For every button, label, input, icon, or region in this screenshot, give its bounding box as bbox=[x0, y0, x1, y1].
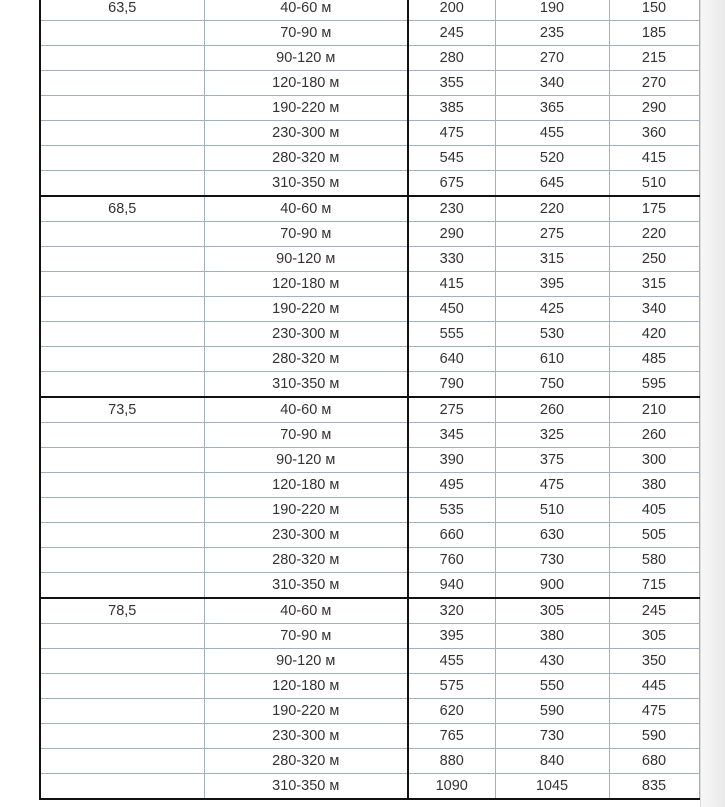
empty-cell bbox=[40, 548, 204, 573]
price-cell-1: 640 bbox=[408, 347, 495, 372]
empty-cell bbox=[40, 171, 204, 197]
price-cell-1: 385 bbox=[408, 96, 495, 121]
empty-cell bbox=[40, 774, 204, 800]
empty-cell bbox=[40, 624, 204, 649]
table-row bbox=[40, 372, 699, 398]
price-cell-1: 200 bbox=[408, 0, 495, 21]
empty-cell bbox=[40, 272, 204, 297]
table-row bbox=[40, 448, 699, 473]
price-cell-2: 235 bbox=[495, 21, 609, 46]
empty-cell bbox=[40, 21, 204, 46]
table-row bbox=[40, 222, 699, 247]
empty-cell bbox=[40, 674, 204, 699]
price-cell-3: 175 bbox=[609, 196, 699, 222]
price-cell-2: 550 bbox=[495, 674, 609, 699]
price-cell-3: 595 bbox=[609, 372, 699, 398]
empty-cell bbox=[40, 473, 204, 498]
price-cell-3: 590 bbox=[609, 724, 699, 749]
price-cell-3: 185 bbox=[609, 21, 699, 46]
price-cell-3: 220 bbox=[609, 222, 699, 247]
depth-range-cell: 120-180 м bbox=[204, 71, 408, 96]
depth-range-cell: 280-320 м bbox=[204, 146, 408, 171]
diameter-cell: 73,5 bbox=[40, 397, 204, 423]
depth-range-cell: 230-300 м bbox=[204, 322, 408, 347]
price-cell-2: 510 bbox=[495, 498, 609, 523]
table-row bbox=[40, 573, 699, 599]
table-row bbox=[40, 146, 699, 171]
table-row bbox=[40, 247, 699, 272]
depth-range-cell: 310-350 м bbox=[204, 774, 408, 800]
table-row bbox=[40, 423, 699, 448]
price-cell-1: 230 bbox=[408, 196, 495, 222]
price-cell-2: 260 bbox=[495, 397, 609, 423]
depth-range-cell: 40-60 м bbox=[204, 397, 408, 423]
price-cell-3: 380 bbox=[609, 473, 699, 498]
price-cell-2: 340 bbox=[495, 71, 609, 96]
price-cell-3: 505 bbox=[609, 523, 699, 548]
price-cell-1: 415 bbox=[408, 272, 495, 297]
price-cell-1: 495 bbox=[408, 473, 495, 498]
depth-range-cell: 40-60 м bbox=[204, 196, 408, 222]
price-cell-1: 555 bbox=[408, 322, 495, 347]
price-cell-3: 360 bbox=[609, 121, 699, 146]
price-cell-2: 430 bbox=[495, 649, 609, 674]
depth-range-cell: 190-220 м bbox=[204, 699, 408, 724]
price-table bbox=[39, 0, 700, 800]
empty-cell bbox=[40, 423, 204, 448]
price-cell-2: 520 bbox=[495, 146, 609, 171]
price-cell-1: 395 bbox=[408, 624, 495, 649]
depth-range-cell: 90-120 м bbox=[204, 46, 408, 71]
price-cell-3: 270 bbox=[609, 71, 699, 96]
price-cell-2: 630 bbox=[495, 523, 609, 548]
table-row bbox=[40, 46, 699, 71]
price-cell-1: 880 bbox=[408, 749, 495, 774]
price-cell-1: 320 bbox=[408, 598, 495, 624]
price-cell-3: 475 bbox=[609, 699, 699, 724]
depth-range-cell: 90-120 м bbox=[204, 247, 408, 272]
price-cell-2: 475 bbox=[495, 473, 609, 498]
depth-range-cell: 70-90 м bbox=[204, 21, 408, 46]
price-cell-3: 680 bbox=[609, 749, 699, 774]
price-cell-1: 290 bbox=[408, 222, 495, 247]
table-row bbox=[40, 473, 699, 498]
table-row bbox=[40, 749, 699, 774]
table-group bbox=[40, 598, 699, 799]
price-cell-3: 315 bbox=[609, 272, 699, 297]
price-cell-1: 280 bbox=[408, 46, 495, 71]
price-cell-1: 545 bbox=[408, 146, 495, 171]
price-cell-1: 620 bbox=[408, 699, 495, 724]
price-cell-1: 390 bbox=[408, 448, 495, 473]
table-group bbox=[40, 0, 699, 196]
depth-range-cell: 120-180 м bbox=[204, 473, 408, 498]
empty-cell bbox=[40, 347, 204, 372]
price-cell-1: 450 bbox=[408, 297, 495, 322]
table-row bbox=[40, 71, 699, 96]
table-row bbox=[40, 624, 699, 649]
price-cell-2: 590 bbox=[495, 699, 609, 724]
empty-cell bbox=[40, 372, 204, 398]
price-cell-3: 445 bbox=[609, 674, 699, 699]
table-row bbox=[40, 498, 699, 523]
empty-cell bbox=[40, 699, 204, 724]
price-cell-2: 530 bbox=[495, 322, 609, 347]
empty-cell bbox=[40, 523, 204, 548]
price-cell-1: 455 bbox=[408, 649, 495, 674]
price-cell-3: 305 bbox=[609, 624, 699, 649]
price-cell-2: 305 bbox=[495, 598, 609, 624]
table-row bbox=[40, 397, 699, 423]
price-cell-2: 840 bbox=[495, 749, 609, 774]
table-row bbox=[40, 96, 699, 121]
depth-range-cell: 280-320 м bbox=[204, 347, 408, 372]
price-cell-1: 475 bbox=[408, 121, 495, 146]
price-cell-1: 660 bbox=[408, 523, 495, 548]
price-cell-3: 245 bbox=[609, 598, 699, 624]
price-cell-1: 575 bbox=[408, 674, 495, 699]
empty-cell bbox=[40, 121, 204, 146]
table-row bbox=[40, 0, 699, 21]
price-cell-1: 940 bbox=[408, 573, 495, 599]
empty-cell bbox=[40, 247, 204, 272]
price-cell-1: 345 bbox=[408, 423, 495, 448]
price-cell-2: 380 bbox=[495, 624, 609, 649]
depth-range-cell: 310-350 м bbox=[204, 171, 408, 197]
empty-cell bbox=[40, 96, 204, 121]
table-row bbox=[40, 21, 699, 46]
depth-range-cell: 230-300 м bbox=[204, 523, 408, 548]
empty-cell bbox=[40, 649, 204, 674]
price-cell-2: 375 bbox=[495, 448, 609, 473]
depth-range-cell: 40-60 м bbox=[204, 0, 408, 21]
price-cell-3: 405 bbox=[609, 498, 699, 523]
price-cell-3: 340 bbox=[609, 297, 699, 322]
table-row bbox=[40, 598, 699, 624]
depth-range-cell: 280-320 м bbox=[204, 749, 408, 774]
depth-range-cell: 70-90 м bbox=[204, 222, 408, 247]
price-cell-2: 900 bbox=[495, 573, 609, 599]
depth-range-cell: 230-300 м bbox=[204, 724, 408, 749]
depth-range-cell: 190-220 м bbox=[204, 96, 408, 121]
price-cell-1: 330 bbox=[408, 247, 495, 272]
empty-cell bbox=[40, 322, 204, 347]
table-row bbox=[40, 674, 699, 699]
price-cell-1: 275 bbox=[408, 397, 495, 423]
price-cell-1: 1090 bbox=[408, 774, 495, 800]
depth-range-cell: 190-220 м bbox=[204, 498, 408, 523]
table-row bbox=[40, 523, 699, 548]
empty-cell bbox=[40, 71, 204, 96]
table-row bbox=[40, 297, 699, 322]
price-cell-2: 610 bbox=[495, 347, 609, 372]
price-cell-2: 220 bbox=[495, 196, 609, 222]
table-group bbox=[40, 397, 699, 598]
price-cell-3: 835 bbox=[609, 774, 699, 800]
price-cell-3: 290 bbox=[609, 96, 699, 121]
depth-range-cell: 70-90 м bbox=[204, 624, 408, 649]
table-row bbox=[40, 724, 699, 749]
empty-cell bbox=[40, 573, 204, 599]
price-cell-2: 325 bbox=[495, 423, 609, 448]
price-cell-3: 300 bbox=[609, 448, 699, 473]
depth-range-cell: 280-320 м bbox=[204, 548, 408, 573]
price-cell-2: 750 bbox=[495, 372, 609, 398]
empty-cell bbox=[40, 498, 204, 523]
table-row bbox=[40, 548, 699, 573]
table-row bbox=[40, 774, 699, 800]
depth-range-cell: 310-350 м bbox=[204, 372, 408, 398]
table-row bbox=[40, 699, 699, 724]
price-cell-1: 760 bbox=[408, 548, 495, 573]
diameter-cell: 68,5 bbox=[40, 196, 204, 222]
price-cell-2: 645 bbox=[495, 171, 609, 197]
price-cell-3: 580 bbox=[609, 548, 699, 573]
depth-range-cell: 120-180 м bbox=[204, 272, 408, 297]
table-row bbox=[40, 347, 699, 372]
price-cell-1: 245 bbox=[408, 21, 495, 46]
price-cell-3: 485 bbox=[609, 347, 699, 372]
empty-cell bbox=[40, 46, 204, 71]
table-row bbox=[40, 171, 699, 197]
depth-range-cell: 310-350 м bbox=[204, 573, 408, 599]
price-cell-3: 250 bbox=[609, 247, 699, 272]
price-cell-2: 730 bbox=[495, 724, 609, 749]
empty-cell bbox=[40, 448, 204, 473]
depth-range-cell: 70-90 м bbox=[204, 423, 408, 448]
price-cell-3: 260 bbox=[609, 423, 699, 448]
table-group bbox=[40, 196, 699, 397]
price-cell-2: 1045 bbox=[495, 774, 609, 800]
diameter-cell: 63,5 bbox=[40, 0, 204, 21]
price-cell-2: 190 bbox=[495, 0, 609, 21]
table-row bbox=[40, 121, 699, 146]
table-row bbox=[40, 196, 699, 222]
empty-cell bbox=[40, 222, 204, 247]
empty-cell bbox=[40, 749, 204, 774]
price-cell-3: 215 bbox=[609, 46, 699, 71]
table-row bbox=[40, 649, 699, 674]
depth-range-cell: 120-180 м bbox=[204, 674, 408, 699]
table-row bbox=[40, 272, 699, 297]
price-cell-2: 315 bbox=[495, 247, 609, 272]
price-cell-1: 765 bbox=[408, 724, 495, 749]
price-cell-3: 150 bbox=[609, 0, 699, 21]
price-cell-1: 355 bbox=[408, 71, 495, 96]
price-cell-3: 415 bbox=[609, 146, 699, 171]
empty-cell bbox=[40, 297, 204, 322]
price-cell-2: 395 bbox=[495, 272, 609, 297]
price-cell-1: 535 bbox=[408, 498, 495, 523]
depth-range-cell: 90-120 м bbox=[204, 649, 408, 674]
price-cell-1: 675 bbox=[408, 171, 495, 197]
price-cell-3: 350 bbox=[609, 649, 699, 674]
depth-range-cell: 90-120 м bbox=[204, 448, 408, 473]
price-cell-2: 455 bbox=[495, 121, 609, 146]
price-cell-2: 275 bbox=[495, 222, 609, 247]
page-right-edge bbox=[700, 0, 725, 807]
depth-range-cell: 40-60 м bbox=[204, 598, 408, 624]
depth-range-cell: 230-300 м bbox=[204, 121, 408, 146]
price-cell-2: 425 bbox=[495, 297, 609, 322]
price-cell-3: 210 bbox=[609, 397, 699, 423]
price-cell-1: 790 bbox=[408, 372, 495, 398]
price-cell-3: 715 bbox=[609, 573, 699, 599]
price-cell-2: 270 bbox=[495, 46, 609, 71]
price-cell-3: 420 bbox=[609, 322, 699, 347]
price-cell-3: 510 bbox=[609, 171, 699, 197]
diameter-cell: 78,5 bbox=[40, 598, 204, 624]
empty-cell bbox=[40, 146, 204, 171]
table-row bbox=[40, 322, 699, 347]
price-cell-2: 365 bbox=[495, 96, 609, 121]
empty-cell bbox=[40, 724, 204, 749]
depth-range-cell: 190-220 м bbox=[204, 297, 408, 322]
price-cell-2: 730 bbox=[495, 548, 609, 573]
